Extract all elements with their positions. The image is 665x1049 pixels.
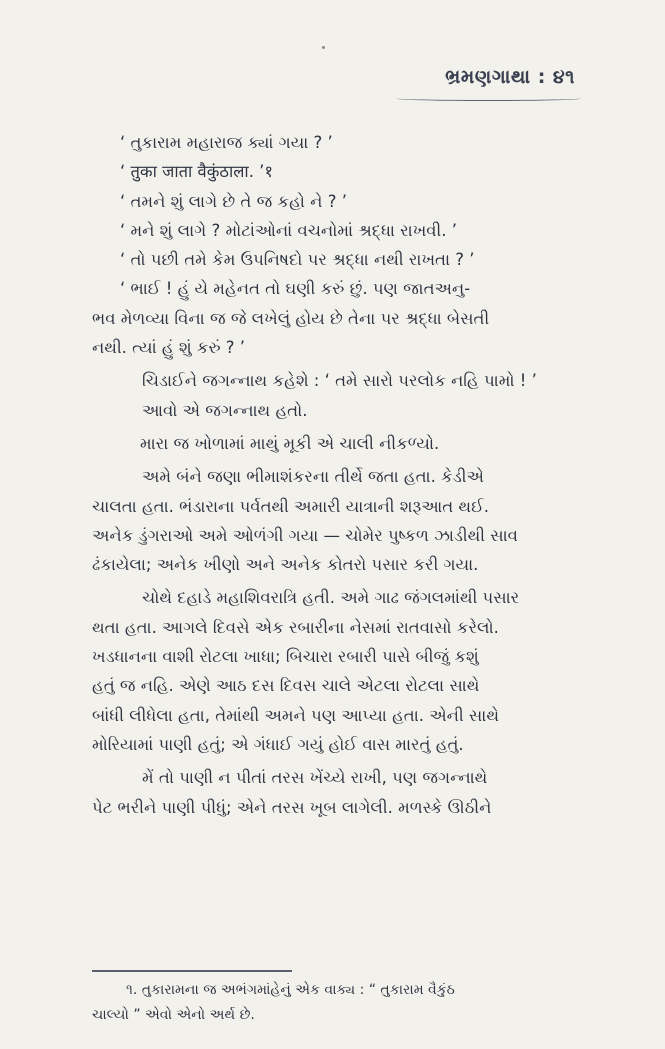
text-line: મોરિયામાં પાણી હતું; એ ગંધાઈ ગયું હોઈ વાસ મારતું હતું. (92, 734, 464, 754)
text-line: નથી. ત્યાં હું શું કરું ? ’ (92, 338, 246, 358)
text-line: ઢંકાયેલા; અનેક ખીણો અને અનેક કોતરો પસાર કરી ગયા. (92, 555, 479, 575)
page-speck (322, 46, 325, 49)
text-line: અમે બંને જણા ભીમાશંકરના તીર્થે જતા હતા. કેડીએ (142, 467, 484, 487)
text-line: ‘ તો પછી તમે કેમ ઉપનિષદો પર શ્રદ્ધા નથી રાખતા ? ’ (120, 250, 475, 270)
footnotes (92, 978, 592, 1028)
text-line: ‘ મને શું લાગે ? મોટાંઓનાં વચનોમાં શ્રદ્ધા રાખવી. ’ (120, 220, 457, 240)
text-line: બાંધી લીધેલા હતા, તેમાંથી અમને પણ આપ્યા હતા. એની સાથે (92, 705, 499, 725)
text-line: ચાલતા હતા. ભંડારાના પર્વતથી અમારી યાત્રાની શરૂઆત થઈ. (92, 496, 490, 516)
text-line: ચોથે દહાડે મહાશિવરાત્રિ હતી. અમે ગાઢ જંગલમાંથી પસાર (142, 588, 520, 608)
text-line: ‘ તમને શું લાગે છે તે જ કહો ને ? ’ (120, 191, 347, 211)
text-line: ચિડાઈને જગન્નાથ કહેશે : ‘ તમે સારો પરલોક નહિ પામો ! ’ (142, 371, 537, 391)
text-line: પેટ ભરીને પાણી પીધું; એને તરસ ખૂબ લાગેલી. મળસ્કે ઊઠીને (92, 797, 492, 817)
text-line: મારા જ ખોળામાં માથું મૂકી એ ચાલી નીકળ્યો. (140, 433, 440, 453)
text-line: હતું જ નહિ. એણે આઠ દસ દિવસ ચાલે એટલા રોટલા સાથે (92, 676, 480, 696)
body-text (92, 128, 592, 822)
text-line: ‘ तुका जाता वैकुंठाला. ’१ (120, 162, 274, 182)
text-line: ભવ મેળવ્યા વિના જ જે લખેલું હોય છે તેના પર શ્રદ્ધા બેસતી (92, 308, 490, 328)
text-line: ‘ તુકારામ મહારાજ ક્યાં ગયા ? ’ (120, 133, 333, 152)
text-line: અનેક ડુંગરાઓ અમે ઓળંગી ગયા — ચોમેર પુષ્કળ ઝાડીથી સાવ (92, 525, 518, 545)
text-line: ‘ ભાઈ ! હું યે મહેનત તો ઘણી કરું છું. પણ જાતઅનુ- (120, 279, 471, 299)
text-line: આવો એ જગન્નાથ હતો. (142, 400, 308, 420)
text-line: થતા હતા. આગલે દિવસે એક રબારીના નેસમાં રાતવાસો કરેલો. (92, 617, 499, 637)
text-line: મેં તો પાણી ન પીતાં તરસ ખેંચ્યે રાખી, પણ જગન્નાથે (142, 768, 488, 788)
footnote-divider (92, 970, 292, 972)
footnote-line: ૧. તુકારામના જ અભંગમાંહેનું એક વાક્ય : “ તુકારામ વૈકુંઠ (126, 982, 455, 998)
text-line: ખડધાનના વાશી રોટલા ખાધા; બિચારા રબારી પાસે બીજું કશું (92, 647, 479, 667)
footnote-line: ચાલ્યો ” એવો એનો અર્થ છે. (92, 1007, 255, 1023)
running-header: ભ્રમણગાથા : ૪૧ (445, 66, 575, 88)
header-underline (396, 96, 581, 101)
